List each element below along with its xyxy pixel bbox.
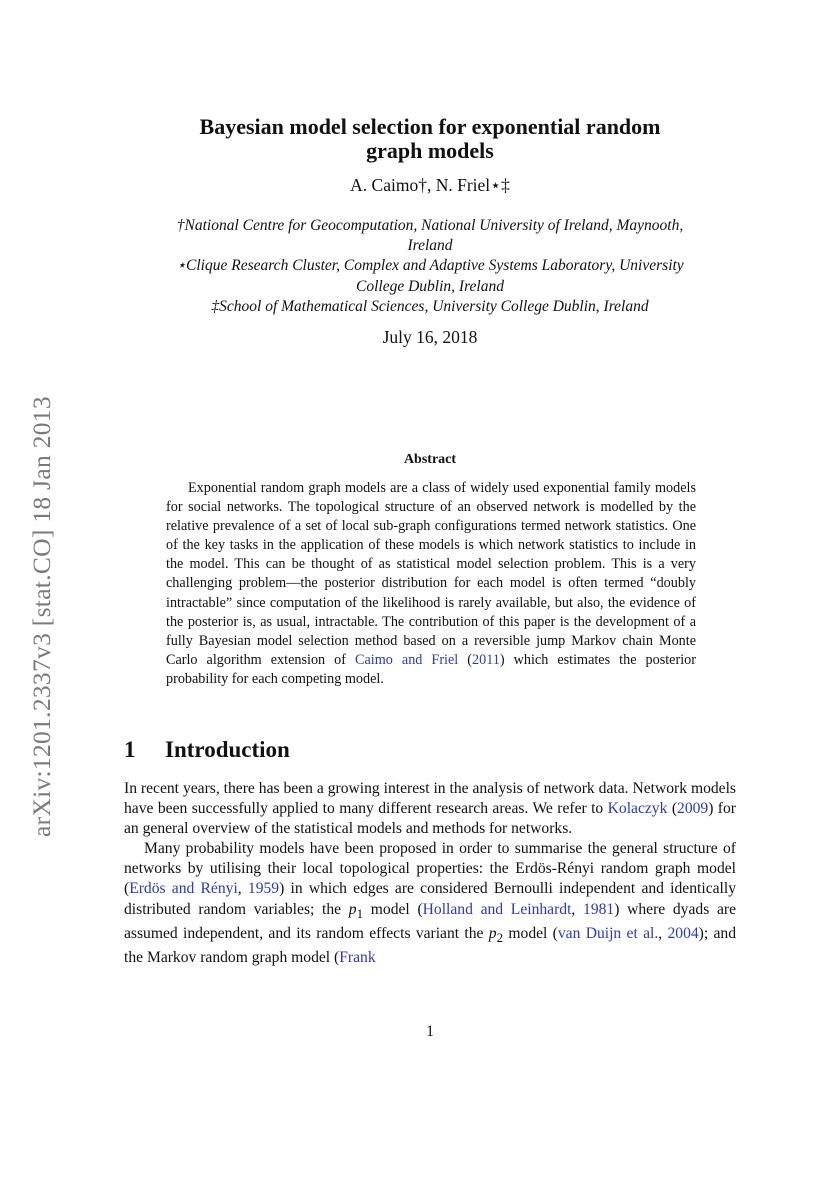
abstract-body — [166, 479, 696, 689]
abstract-heading: Abstract — [403, 452, 457, 467]
paper-date: July 16, 2018 — [382, 327, 478, 347]
authors: A. Caimo†, N. Friel⋆‡ — [350, 175, 510, 195]
paragraph-text: ) for an general overview of the statistical models and methods for networks. — [124, 800, 736, 838]
affiliation-1-cont: Ireland — [407, 237, 453, 255]
arxiv-identifier: arXiv:1201.2337v3 [stat.CO] 18 Jan 2013 — [27, 396, 56, 838]
affiliation-1: †National Centre for Geocomputation, National University of Ireland, Maynooth, — [176, 217, 684, 234]
citation-link[interactable]: Frank — [339, 948, 376, 966]
affiliation-2: ⋆Clique Research Cluster, Complex and Adaptive Systems Laboratory, University — [176, 257, 684, 275]
abstract-text: Exponential random graph models are a class of widely used exponential family models for social networks. The topological structure of an observed network is modelled by the relative prevalence of a set of local sub-graph configurations termed network statistics. One of the key tasks in the application of these models is which network statistics to include in the model. This can be thought of as statistical model selection problem. This is a very challenging problem—the posterior distribution for each model is often termed “doubly intractable” since computation of the likelihood is rarely available, but also, the evidence of the posterior is, as usual, intractable. The contribution of this paper is the development of a fully Bayesian model selection method based on a reversible jump Markov chain Monte Carlo algorithm extension of — [166, 480, 696, 668]
affiliation-2-cont: College Dublin, Ireland — [356, 277, 504, 295]
citation-link[interactable]: 2004 — [667, 924, 699, 942]
paragraph-text: , — [571, 900, 584, 918]
math-symbol: p — [488, 924, 497, 942]
paragraph — [124, 839, 736, 968]
citation-link[interactable]: 2011 — [472, 651, 500, 668]
abstract-text: ) which estimates the posterior probability for each competing model. — [166, 651, 696, 687]
citation-link[interactable]: Holland and Leinhardt — [422, 900, 572, 918]
citation-link[interactable]: 1959 — [247, 880, 280, 898]
paper-title — [124, 115, 736, 163]
section-number: 1 — [124, 737, 136, 762]
math-symbol: p — [348, 900, 357, 918]
citation-link[interactable]: van Duijn et al. — [557, 924, 659, 942]
citation-link[interactable]: Kolaczyk — [607, 800, 668, 818]
paragraph-text: ); and the Markov random graph model ( — [124, 924, 737, 966]
paragraph-text: Many probability models have been proposed in order to summarise the general structure of networks by utilising their local topological properties: the Erdös-Rényi random graph model ( — [124, 840, 736, 898]
citation-link[interactable]: 2009 — [677, 800, 709, 818]
abstract-text: ( — [458, 651, 472, 668]
page-number: 1 — [426, 1023, 434, 1040]
paragraph-text: ) where dyads are assumed independent, and its random effects variant the — [124, 900, 736, 942]
paragraph-text: ( — [667, 800, 678, 818]
affiliation-3: ‡School of Mathematical Sciences, University College Dublin, Ireland — [211, 297, 649, 315]
citation-link[interactable]: 1981 — [583, 900, 615, 918]
citation-link[interactable]: Erdös and Rényi — [129, 880, 238, 898]
paragraph-text: , — [658, 924, 668, 942]
paragraph-text: model ( — [363, 900, 423, 918]
affiliations — [124, 216, 736, 317]
paragraph-text: , — [237, 880, 248, 898]
paragraph-text: ) in which edges are considered Bernoulli independent and identically distributed random variables; the — [124, 880, 736, 918]
paragraph-text: model ( — [503, 924, 558, 942]
title-line-2: graph models — [366, 138, 494, 163]
math-subscript: 2 — [496, 929, 504, 945]
citation-link[interactable]: Caimo and Friel — [355, 651, 459, 668]
paragraph-text: In recent years, there has been a growing interest in the analysis of network data. Network models have been successfully applied to many different research areas. We refer to — [124, 780, 736, 818]
title-line-1: Bayesian model selection for exponential random — [199, 114, 661, 139]
paragraph — [124, 779, 736, 839]
introduction-body — [124, 779, 736, 968]
section-title: Introduction — [165, 737, 290, 762]
math-subscript: 1 — [356, 905, 364, 921]
